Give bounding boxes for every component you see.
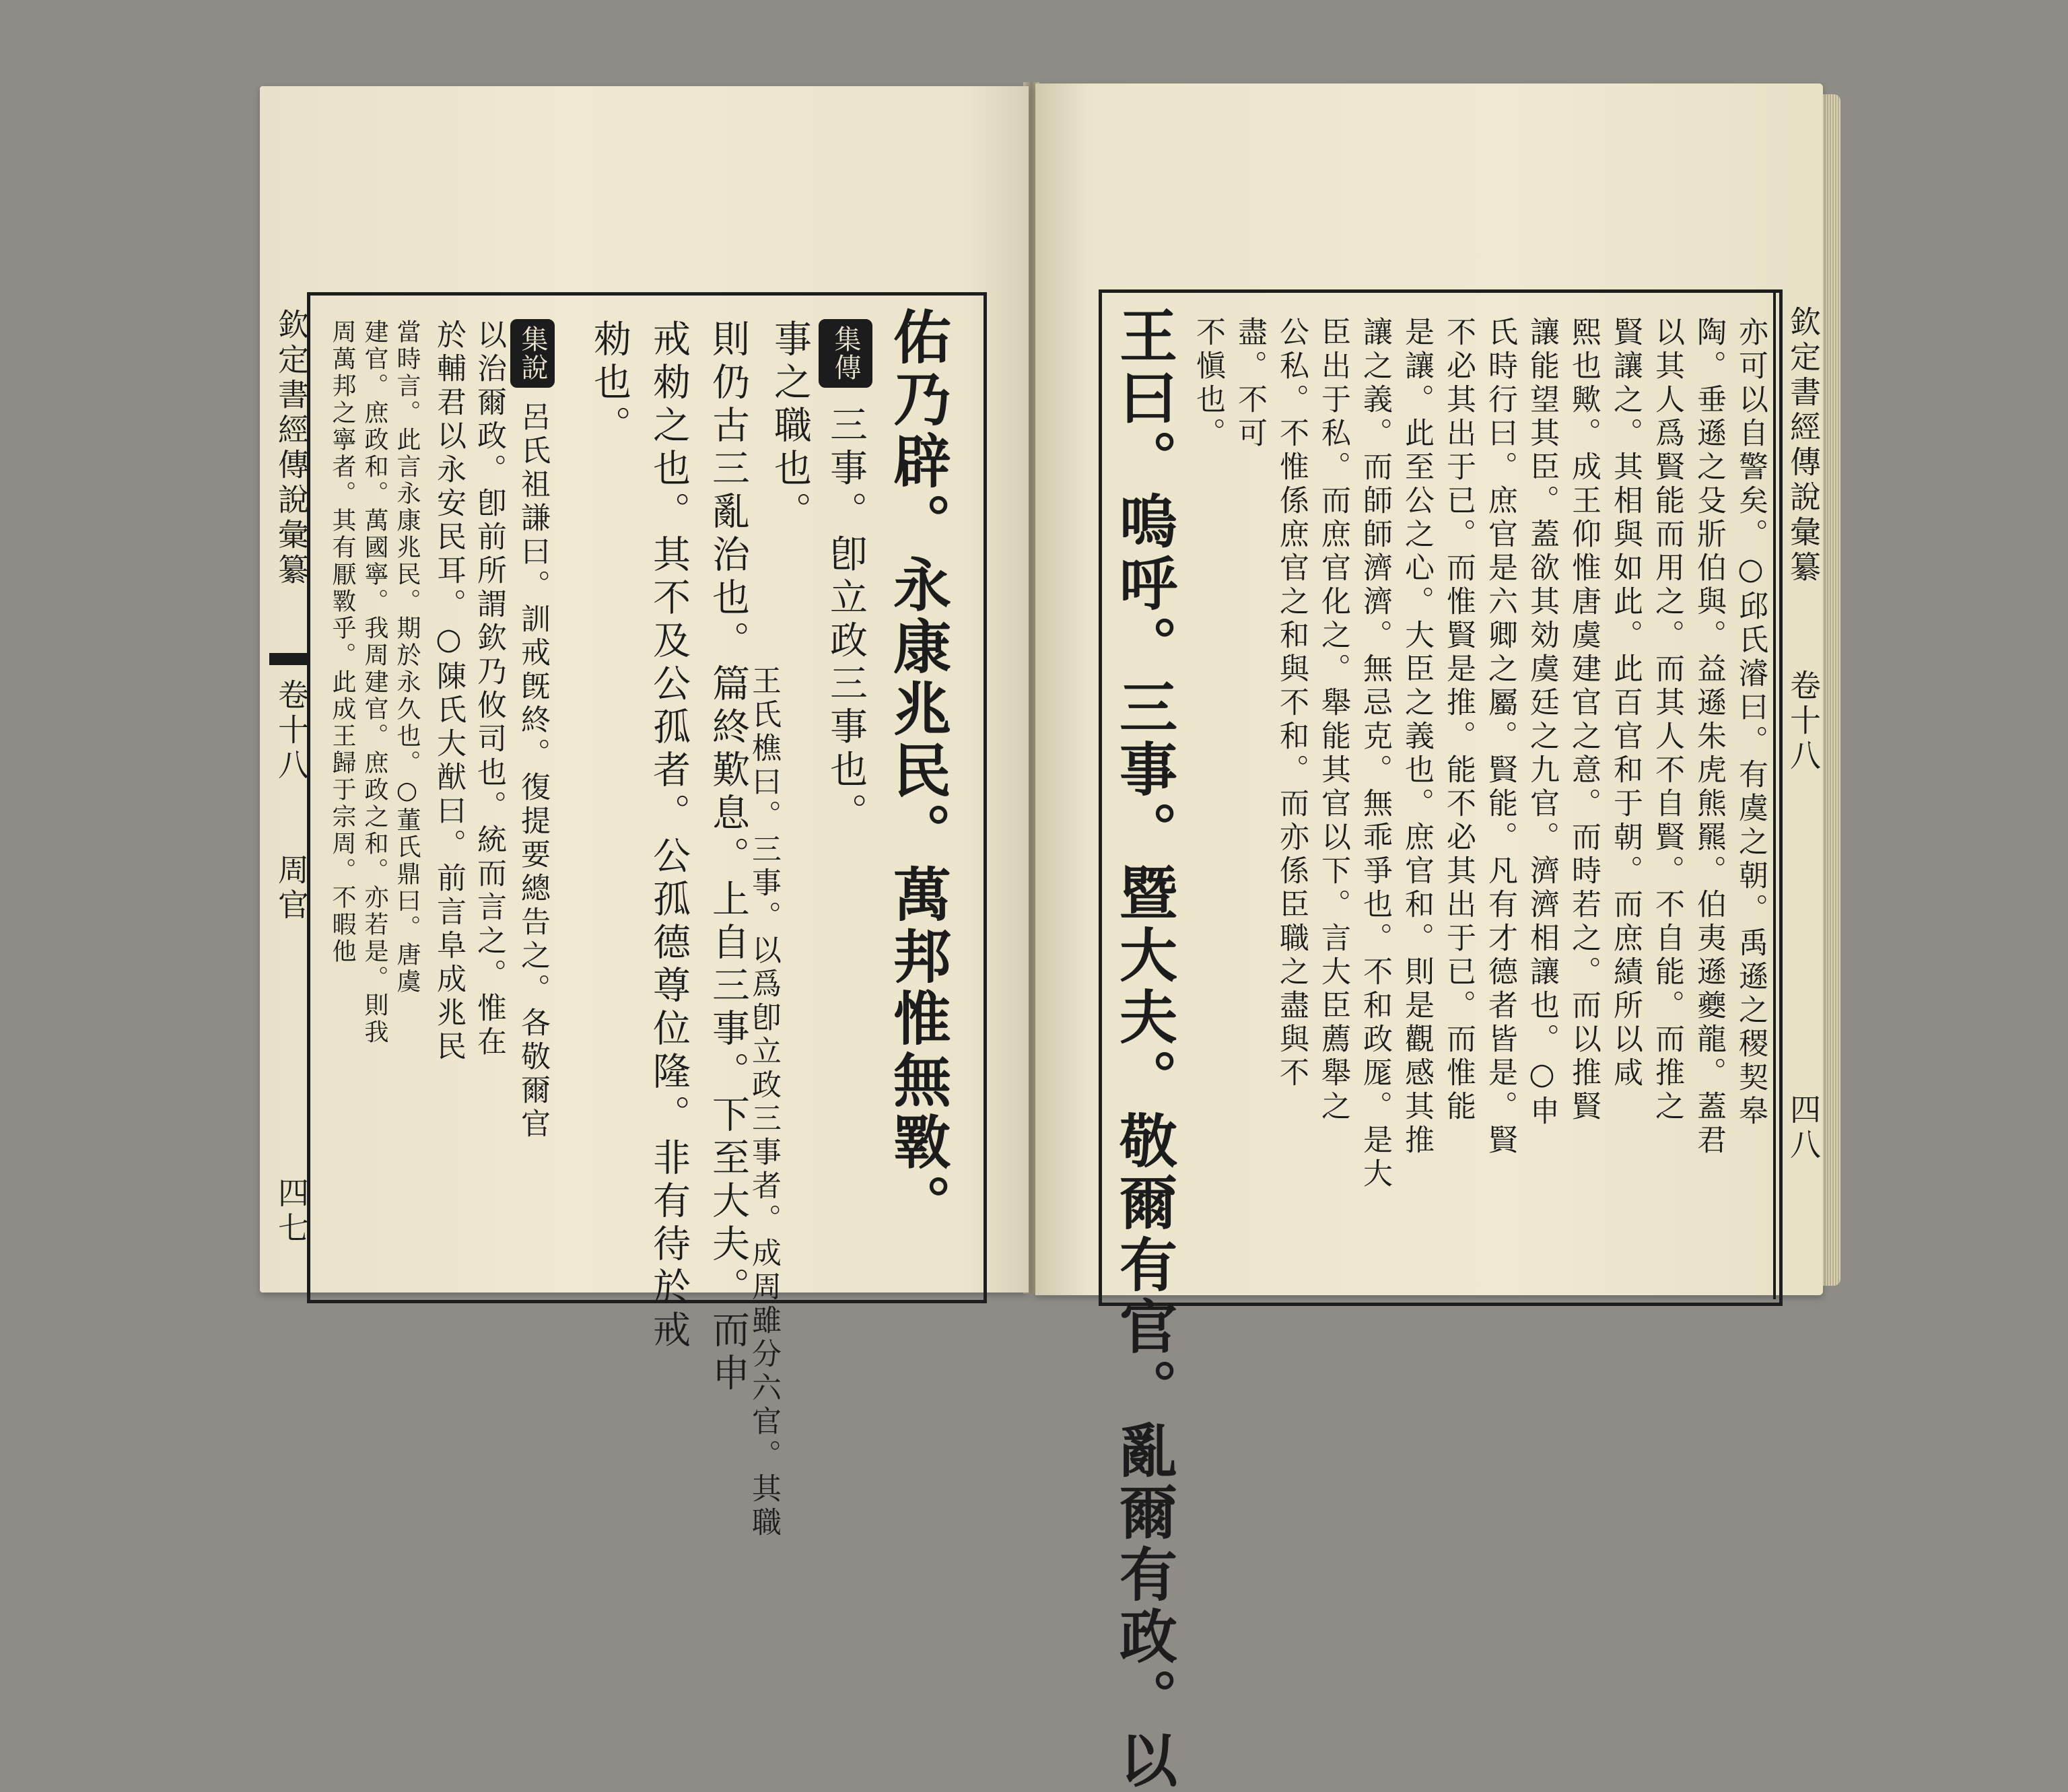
margin-volume-label: 卷十八 [273,679,310,784]
jizhuan-column-1 [819,319,872,836]
jizhuan-column-2 [766,319,813,535]
jizhuan-column-5: 勑也。 [588,319,631,448]
jishuo-column-4: 當時言。此言永康兆民。期於永久也。○董氏鼎曰。唐虞 [393,319,421,996]
right-page [1035,83,1823,1792]
left-page [260,86,1029,1540]
jishuo-badge: 集說 [510,319,555,388]
bleed-through-text [691,180,734,217]
jishuo-column-5: 建官。庶政和。萬國寧。我周建官。庶政之和。亦若是。則我 [361,319,388,1046]
fishtail-mark [269,653,307,665]
jishuo-column-1 [510,319,555,1142]
commentary-column-4: 賢讓之。其相與如此。此百官和于朝。而庶績所以咸 [1608,316,1643,1091]
scripture-main-text: 王曰。嗚呼。三事。暨大夫。敬爾有官。亂爾有政。以 [1109,306,1177,1792]
commentary-column-14: 不愼也。 [1191,316,1225,451]
margin-book-title: 欽定書經傳說彙纂 [273,308,310,588]
jizhuan-badge: 集傳 [819,319,872,388]
commentary-column-6: 讓能望其臣。蓋欲其効虞廷之九官。濟濟相讓也。○申 [1525,316,1559,1129]
commentary-column-2: 陶。垂遜之殳斨伯與。益遜朱虎熊羆。伯夷遜夔龍。蓋君 [1692,316,1726,1158]
jizhuan-text: 事之職也。 [768,319,812,535]
commentary-column-5: 熙也歟。成王仰惟唐虞建官之意。而時若之。而以推賢 [1566,316,1601,1124]
commentary-column-12: 公私。不惟係庶官之和與不和。而亦係臣職之盡與不 [1274,316,1309,1091]
commentary-column-1: 亦可以自警矣。○邱氏濬曰。有虞之朝。禹遜之稷契皋 [1733,316,1768,1129]
margin-book-title: 欽定書經傳說彙纂 [1785,306,1822,586]
jishuo-column-2: 以治爾政。卽前所謂欽乃攸司也。統而言之。惟在 [472,319,506,1060]
commentary-column-7: 氏時行曰。庶官是六卿之屬。賢能。凡有才德者皆是。賢 [1483,316,1517,1158]
jishuo-column-3: 於輔君以永安民耳。○陳氏大猷曰。前言阜成兆民 [432,319,466,1064]
margin-rule [1773,289,1776,1299]
commentary-column-9: 是讓。此至公之心。大臣之義也。庶官和。則是觀感其推 [1400,316,1434,1158]
margin-page-number: 四八 [1785,1093,1822,1163]
margin-chapter-label: 周官 [273,854,310,924]
margin-page-number: 四七 [273,1177,310,1247]
margin-volume-label: 卷十八 [1785,669,1822,774]
jizhuan-column-4: 戒勑之也。其不及公孤者。公孤德尊位隆。非有待於戒 [647,319,691,1353]
commentary-column-10: 讓之義。而師師濟濟。無忌克。無乖爭也。不和政厖。是大 [1358,316,1392,1192]
jizhuan-text: 三事。卽立政三事也。 [824,405,868,836]
jizhuan-subnote: 王氏樵曰。三事。以爲卽立政三事者。成周雖分六官。其職 [747,665,781,1540]
commentary-column-13: 盡。不可 [1233,316,1267,451]
scripture-main-text: 佑乃辟。永康兆民。萬邦惟無斁。 [883,307,951,1236]
jizhuan-column-3: 則仍古三亂治也。篇終歎息。上自三事。下至大夫。而申 [706,319,750,1396]
jishuo-column-6: 周萬邦之寧者。其有厭斁乎。此成王歸于宗周。不暇他 [329,319,356,965]
commentary-column-11: 臣出于私。而庶官化之。舉能其官以下。言大臣薦舉之 [1316,316,1350,1124]
jishuo-text: 呂氏祖謙曰。訓戒旣終。復提要總告之。各敬爾官 [516,401,550,1142]
commentary-column-8: 不必其出于已。而惟賢是推。能不必其出于已。而惟能 [1441,316,1476,1124]
commentary-column-3: 以其人爲賢能而用之。而其人不自賢。不自能。而推之 [1650,316,1684,1124]
